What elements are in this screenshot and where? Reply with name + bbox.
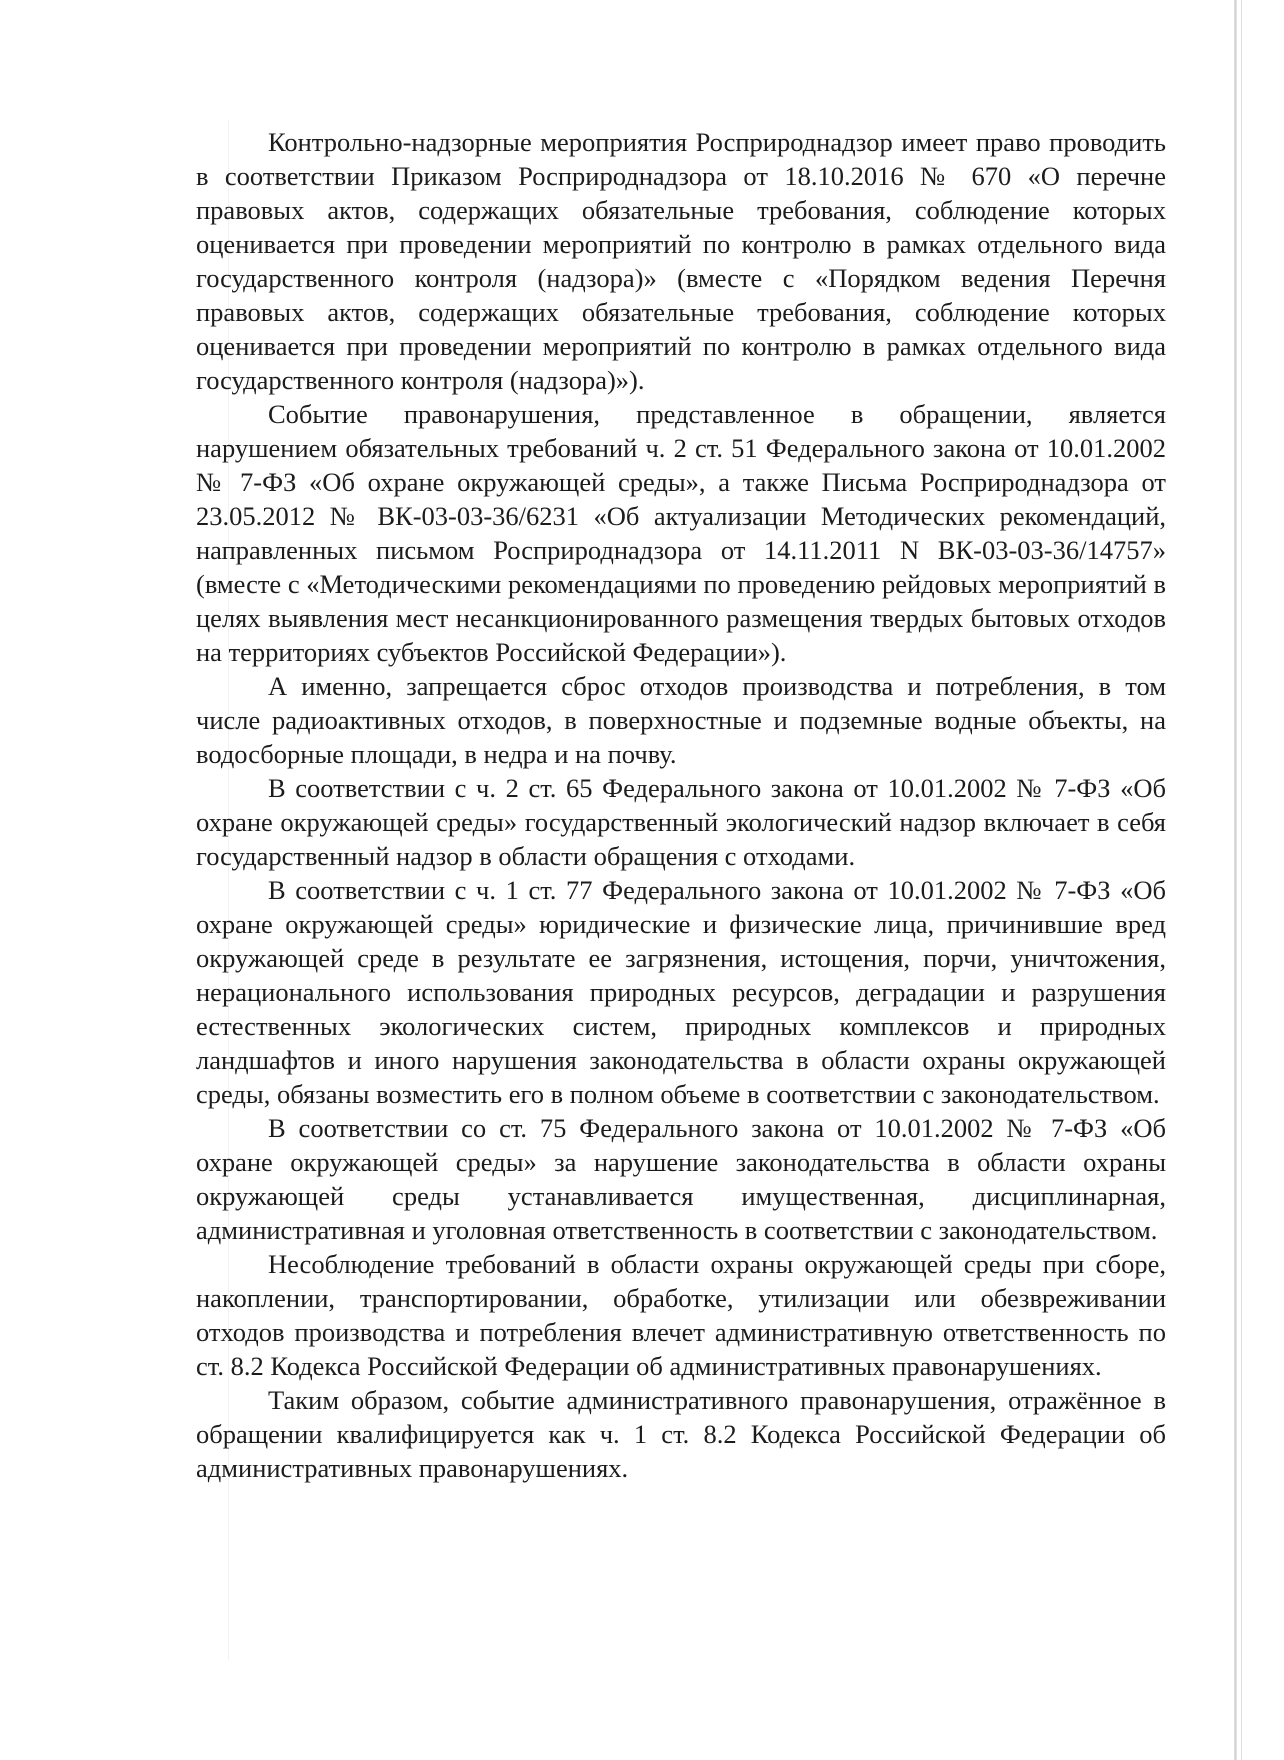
paragraph-rpn-order: Контрольно-надзорные мероприятия Росприроднадзор имеет право проводить в соответствии Приказом Росприроднадзора от 18.10.2016 № 670 «О перечне правовых актов, содержащих обязательные требования, соблюдение которых оценивается при проведении мероприятий по контролю в рамках отдельного вида государственного контроля (надзора)» (вместе с «Порядком ведения Перечня правовых актов, содержащих обязательные требования, соблюдение которых оценивается при проведении мероприятий по контролю в рамках отдельного вида государственного контроля (надзора)»). [196, 127, 1166, 395]
paragraph-prohibition: А именно, запрещается сброс отходов производства и потребления, в том числе радиоактивных отходов, в поверхностные и подземные водные объекты, на водосборные площади, в недра и на почву. [196, 671, 1166, 769]
paragraph-noncompliance: Несоблюдение требований в области охраны окружающей среды при сборе, накоплении, транспортировании, обработке, утилизации или обезвреживании отходов производства и потребления влечет административную ответственность по ст. 8.2 Кодекса Российской Федерации об административных правонарушениях. [196, 1249, 1166, 1381]
scan-edge-line [1241, 0, 1242, 1760]
paragraph-article-65: В соответствии с ч. 2 ст. 65 Федерального закона от 10.01.2002 № 7-ФЗ «Об охране окружающей среды» государственный экологический надзор включает в себя государственный надзор в области обращения с отходами. [196, 773, 1166, 871]
paragraph-conclusion: Таким образом, событие административного правонарушения, отражённое в обращении квалифицируется как ч. 1 ст. 8.2 Кодекса Российской Федерации об административных правонарушениях. [196, 1385, 1166, 1483]
scan-edge [1234, 0, 1237, 1760]
paragraph-article-75: В соответствии со ст. 75 Федерального закона от 10.01.2002 № 7-ФЗ «Об охране окружающей среды» за нарушение законодательства в области охраны окружающей среды устанавливается имущественная, дисциплинарная, административная и уголовная ответственность в соответствии с законодательством. [196, 1113, 1166, 1245]
paragraph-violation-event: Событие правонарушения, представленное в обращении, является нарушением обязательных требований ч. 2 ст. 51 Федерального закона от 10.01.2002 № 7-ФЗ «Об охране окружающей среды», а также Письма Росприроднадзора от 23.05.2012 № ВК-03-03-36/6231 «Об актуализации Методических рекомендаций, направленных письмом Росприроднадзора от 14.11.2011 N ВК-03-03-36/14757» (вместе с «Методическими рекомендациями по проведению рейдовых мероприятий в целях выявления мест несанкционированного размещения твердых бытовых отходов на территориях субъектов Российской Федерации»). [196, 399, 1166, 667]
paragraph-article-77: В соответствии с ч. 1 ст. 77 Федерального закона от 10.01.2002 № 7-ФЗ «Об охране окружающей среды» юридические и физические лица, причинившие вред окружающей среде в результате ее загрязнения, истощения, порчи, уничтожения, нерационального использования природных ресурсов, деградации и разрушения естественных экологических систем, природных комплексов и природных ландшафтов и иного нарушения законодательства в области охраны окружающей среды, обязаны возместить его в полном объеме в соответствии с законодательством. [196, 875, 1166, 1109]
document-body [196, 125, 1166, 1485]
